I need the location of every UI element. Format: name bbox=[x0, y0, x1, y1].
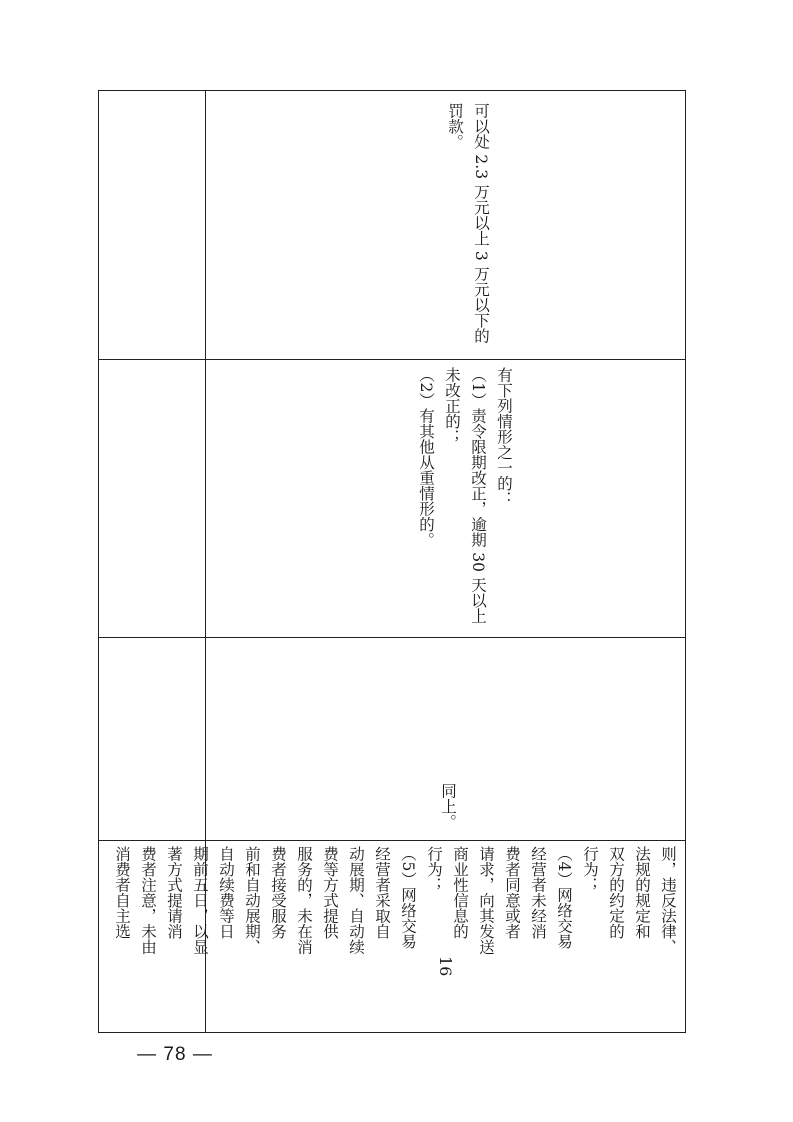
behavior-line: 期前五日，以显 bbox=[191, 846, 209, 955]
table-divider bbox=[99, 637, 685, 638]
behavior-line: 请求，向其发送 bbox=[477, 846, 495, 955]
table-divider bbox=[99, 359, 685, 360]
behavior-line: 商业性信息的 bbox=[451, 846, 469, 939]
behavior-line: 消费者自主选 bbox=[113, 846, 131, 939]
behavior-line: 法规的规定和 bbox=[633, 846, 651, 939]
legal-basis-text: 同上。 bbox=[439, 783, 457, 830]
behavior-line: 经营者采取自 bbox=[373, 846, 391, 939]
behavior-line: 自动续费等日 bbox=[217, 846, 235, 939]
behavior-line: （4）网络交易 bbox=[555, 846, 573, 949]
behavior-line: 费者接受服务 bbox=[269, 846, 287, 939]
behavior-line: 行为； bbox=[425, 846, 443, 893]
behavior-line: 费等方式提供 bbox=[321, 846, 339, 939]
violation-behavior-text bbox=[113, 846, 681, 1031]
behavior-line: 动展期、自动续 bbox=[347, 846, 365, 955]
behavior-line: 行为； bbox=[581, 846, 599, 893]
behavior-line: 双方的约定的 bbox=[607, 846, 625, 939]
behavior-line: 服务的，未在消 bbox=[295, 846, 313, 955]
behavior-line: 则，违反法律、 bbox=[659, 846, 677, 955]
behavior-line: 费者注意，未由 bbox=[139, 846, 157, 955]
behavior-line: 经营者未经消 bbox=[529, 846, 547, 939]
circumstance-item: 有下列情形之一的： bbox=[495, 367, 513, 507]
behavior-line: （5）网络交易 bbox=[399, 846, 417, 949]
circumstances-text bbox=[397, 367, 517, 629]
page-number: — 78 — bbox=[137, 1044, 213, 1065]
circumstance-item: （2）有其他从重情形的。 bbox=[417, 367, 435, 548]
penalty-text: 可以处 2.3 万元以上 3 万元以下的罚款。 bbox=[446, 103, 490, 344]
circumstance-item: （1）责令限期改正，逾期 30 天以上未改正的； bbox=[443, 367, 487, 624]
behavior-line: 费者同意或者 bbox=[503, 846, 521, 939]
row-number: 16 bbox=[436, 956, 455, 977]
penalty-table bbox=[98, 90, 686, 1033]
table-divider bbox=[99, 840, 685, 841]
behavior-line: 著方式提请消 bbox=[165, 846, 183, 939]
behavior-line: 前和自动展期、 bbox=[243, 846, 261, 955]
